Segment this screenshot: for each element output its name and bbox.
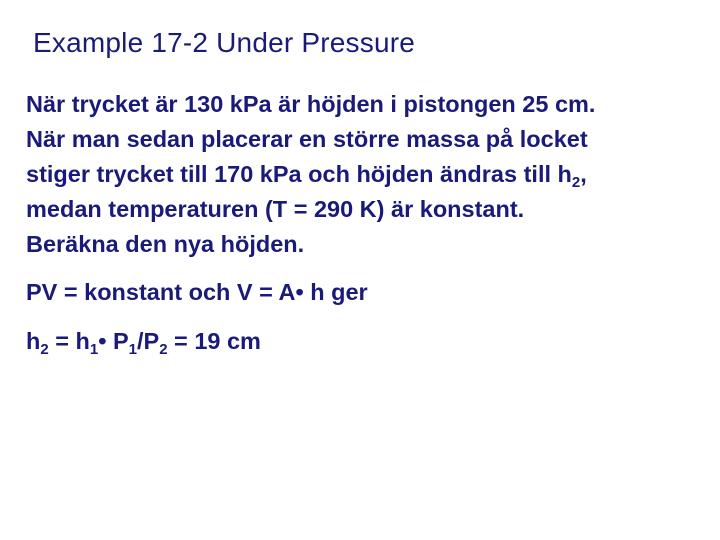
statement-line-2: När man sedan placerar en större massa på locket — [26, 126, 588, 152]
formula-h1-sub: 1 — [89, 341, 99, 358]
formula-eq-h: = h — [48, 328, 90, 354]
h2-subscript: 2 — [571, 174, 581, 191]
formula-h2-sub: 2 — [40, 341, 49, 358]
slide-title: Example 17-2 Under Pressure — [33, 27, 416, 58]
formula-dot-p: • P — [98, 328, 129, 354]
slide-body — [26, 87, 716, 359]
statement-line-4: medan temperaturen (T = 290 K) är konstant. — [26, 196, 525, 222]
formula-p1-sub: 1 — [128, 341, 137, 358]
statement-line-5: Beräkna den nya höjden. — [26, 231, 305, 257]
formula-p2-sub: 2 — [159, 341, 168, 358]
formula-result: = 19 cm — [167, 328, 261, 354]
relation-text: PV = konstant och V = A• h ger — [26, 279, 368, 305]
formula-slash-p: /P — [136, 328, 160, 354]
problem-statement — [26, 87, 716, 262]
result-formula — [26, 324, 716, 359]
statement-line-3 — [26, 157, 716, 192]
statement-line-1: När trycket är 130 kPa är höjden i pistongen 25 cm. — [26, 91, 596, 117]
formula-h: h — [26, 328, 41, 354]
statement-line-3-text: stiger trycket till 170 kPa och höjden ändras till h — [26, 161, 572, 187]
statement-line-3-comma: , — [580, 161, 587, 187]
